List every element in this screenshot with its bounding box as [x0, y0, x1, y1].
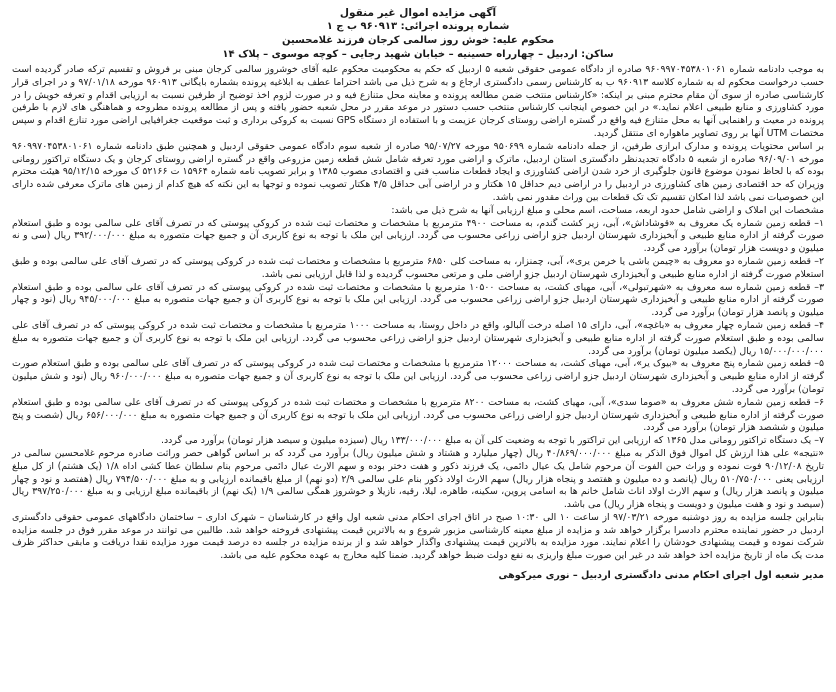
paragraph-tractor: ۷– یک دستگاه تراکتور رومانی مدل ۱۳۶۵ که ارزیابی این تراکتور با توجه به وضعیت کلی آن به مبلغ ۱۳۳/۰۰۰/۰۰۰ ریال (سیزده میلیون و سیصد هزار تومان) برآورد می گردد.	[161, 435, 824, 447]
paragraph-intro: به موجب دادنامه شماره ۹۶۰۹۹۷۰۴۵۳۸۰۱۰۶۱ صادره از دادگاه عمومی حقوقی شعبه ۵ اردبیل که حکم به محکومیت محکوم علیه آقای خوشروز سالمی کرجان مبنی بر فروش و تقسیم ترکه صادر گردیده است حسب درخواست محکوم له به شماره کلاسه ۹۶۰۹۱۳ ب به کارشناس رسمی دادگستری ارجاع و به شرح ذیل می باشد احتراما عطف به ابلاغیه پرونده بشماره بایگانی ۹۶۰۹۱۳ مورخه ۹۷/۰۱/۱۸ و در اجرای قرار کارشناسی صادره از سوی آن مقام محترم مبنی بر اینکه: «کارشناس منتخب ضمن مطالعه پرونده و معاینه محل متنازع فیه و در صورت لزوم اخذ توضیح از طرفین نسبت به ارزیابی اقدام و تعرفه خویش را در مورد کشاورزی و منابع طبیعی اعلام نماید.» در این خصوص اینجانب کارشناس منتخب حسب دستور در موعد مقرر در محل شعبه حضور یافته و پس از مطالعه پرونده مطروحه و هماهنگی های لازم با طرفین پرونده در معیت و راهنمایی آنها به محل متنازع فیه واقع در گستره اراضی روستای کرجان عزیمت و با استفاده از دستگاه GPS نسبت به کروکی برداری و ثبت موقعیت جغرافیایی اراضی مورد تنازع اقدام و سپس مختصات UTM آنها بر روی تصاویر ماهواره ای منتقل گردید.	[12, 64, 825, 139]
notice-body	[12, 64, 824, 563]
paragraph-parcel-2: ۲– قطعه زمین شماره دو معروف به «چیمن باشی یا خرمن یری»، آبی، چمنزار، به مساحت کلی ۶۸۵۰ مترمربع با مشخصات و مختصات ثبت شده در کروکی پیوستی که در تصرف آقای علی سالمی بوده و طبق استعلام صورت گرفته از اداره منابع طبیعی و آبخیزداری شهرستان اردبیل جزو اراضی ملی و مرتعی محسوب گردیده و لذا قابل ارزیابی نمی باشد.	[12, 255, 824, 280]
paragraph-parcel-1: ۱– قطعه زمین شماره یک معروف به «قوشاداش»، آبی، زیر کشت گندم، به مساحت ۴۹۰۰ مترمربع با مشخصات و مختصات ثبت شده در کروکی پیوستی که در تصرف آقای علی سالمی بوده و طبق استعلام صورت گرفته از اداره منابع طبیعی و آبخیزداری شهرستان اردبیل جزو اراضی زراعی محسوب می گردد. ارزیابی این ملک با توجه به نوع کاربری آن و جمیع جهات متصوره به مبلغ ۳۹۲/۰۰۰/۰۰۰ ریال (سی و نه میلیون و دویست هزار تومان) برآورد می گردد.	[12, 217, 825, 255]
paragraph-parcel-3: ۳– قطعه زمین شماره سه معروف به «شهرتبولی»، آبی، مهیای کشت، به مساحت ۱۰۵۰۰ مترمربع با مشخصات و مختصات ثبت شده در کروکی پیوستی که در تصرف آقای علی سالمی بوده و طبق استعلام صورت گرفته از اداره منابع طبیعی و آبخیزداری شهرستان اردبیل جزو اراضی زراعی محسوب می گردد. ارزیابی این ملک با توجه به نوع کاربری آن و جمیع جهات متصوره به مبلغ ۹۴۵/۰۰۰/۰۰۰ ریال (نود و چهار میلیون و پانصد هزار تومان) برآورد می گردد.	[12, 281, 824, 319]
notice-title: آگهی مزایده اموال غیر منقول	[339, 7, 497, 19]
paragraph-parcel-5: ۵– قطعه زمین شماره پنج معروف به «بیوک یر»، آبی، مهیای کشت، به مساحت ۱۲۰۰۰ مترمربع با مشخصات و مختصات ثبت شده در کروکی پیوستی که در تصرف آقای علی سالمی بوده و طبق استعلام صورت گرفته از اداره منابع طبیعی و آبخیزداری شهرستان اردبیل جزو اراضی زراعی محسوب می گردد. ارزیابی این ملک با توجه به نوع کاربری آن و جمیع جهات متصوره به مبلغ ۹۶۰/۰۰۰/۰۰۰ ریال (نود و شش میلیون تومان) برآورد می گردد.	[12, 358, 824, 395]
notice-header	[12, 6, 824, 62]
paragraph-auction-session: بنابراین جلسه مزایده به روز دوشنبه مورخه ۹۷/۰۳/۲۱ از ساعت ۱۰ الی ۱۰:۳۰ صبح در اتاق اجرای احکام مدنی شعبه اول واقع در کارشناسان – شهرک اداری – ساختمان دادگاههای عمومی حقوقی دادگستری اردبیل در حضور نماینده محترم دادسرا برگزار خواهد شد و مزایده از مبلغ معینه کارشناسی مزبور شروع و به بالاترین قیمت پیشنهادی فروخته خواهد شد. طالبین می توانند در موعد مقرر فوق در جلسه مزایده شرکت نموده و قیمت پیشنهادی خودشان را اعلام نمایند. مورد مزایده به بالاترین قیمت پیشنهادی واگذار خواهد شد و از برنده مزایده در جلسه ده درصد قیمت مورد مزایده نقدا دریافت و مابقی حداکثر ظرف مدت یک ماه از تاریخ مزایده اخذ خواهد شد در غیر این صورت مبلغ واریزی به نفع دولت ضبط خواهد گردید. ضمنا کلیه مخارج به عهده محکوم علیه می باشد.	[12, 511, 824, 562]
signature-line: مدیر شعبه اول اجرای احکام مدنی دادگستری اردبیل – نوری میرکوهی	[498, 570, 824, 582]
paragraph-result: «نتیجه» علی هذا ارزش کل اموال فوق الذکر به مبلغ ۴۰/۸۶۹/۰۰۰/۰۰۰ ریال (چهار میلیارد و هشتاد و شش میلیون ریال) برآورد می گردد که بر اساس گواهی حصر وراثت صادره مرحوم غلامحسین سالمی در تاریخ ۹۰/۱۲/۰۸ فوت نموده و وراث حین الفوت آن مرحوم شامل یک عیال دائمی، یک فرزند ذکور و هفت دختر بوده و سهم الارث عیال دائمی مرحوم بنام سلطان عطا کشی اداه ۱/۸ (یک هشتم) از کل مبلغ ارزیابی یعنی ۵۱۰/۷۵۰/۰۰۰ ریال (پانصد و ده میلیون و هفتصد و پنجاه هزار ریال) سهم الارث اولاد ذکور بنام علی سالمی ۲/۹ (دو نهم) از مبلغ باقیمانده ارزیابی و به مبلغ ۷۹۴/۵۰۰/۰۰۰ ریال (هفتصد و نود و چهار میلیون و پانصد هزار ریال) و سهم الارث اولاد اناث شامل خانم ها به اسامی پروین، سکینه، طاهره، لیلا، رقیه، نازیلا و خوشروز همگی سالمی ۱/۹ (یک نهم) از باقیمانده مبلغ ارزیابی و به مبلغ ۳۹۷/۲۵۰/۰۰۰ ریال (سیصد و نود و هفت میلیون و دویست و پنجاه هزار ریال) می باشد.	[12, 447, 825, 511]
paragraph-parcel-6: ۶– قطعه زمین شماره شش معروف به «صوما سدی»، آبی، مهیای کشت، به مساحت ۸۲۰۰ مترمربع با مشخصات و مختصات ثبت شده در کروکی پیوستی که در تصرف آقای علی سالمی بوده و طبق استعلام صورت گرفته از اداره منابع طبیعی و آبخیزداری شهرستان اردبیل جزو اراضی زراعی محسوب می گردد. ارزیابی این ملک با توجه به نوع کاربری آن و جمیع جهات متصوره به مبلغ ۶۵۶/۰۰۰/۰۰۰ ریال (شصت و پنج میلیون و ششصد هزار تومان) برآورد می گردد.	[12, 396, 824, 434]
paragraph-specs-intro: مشخصات این املاک و اراضی شامل حدود اربعه، مساحت، اسم محلی و مبلغ ارزیابی آنها به شرح ذیل می باشد:	[391, 204, 824, 216]
paragraph-parcel-4: ۴– قطعه زمین شماره چهار معروف به «باغچه»، آبی، دارای ۱۵ اصله درخت آلبالو، واقع در داخل روستا، به مساحت ۱۰۰۰ مترمربع با مشخصات و مختصات ثبت شده در کروکی پیوستی که در تصرف آقای علی سالمی بوده و طبق استعلام صورت گرفته از اداره منابع طبیعی و آبخیزداری شهرستان اردبیل جزو اراضی زراعی محسوب می گردد. ارزیابی این ملک با توجه به نوع کاربری آن و جمیع جهات متصوره به مبلغ ۱۵/۰۰۰/۰۰۰/۰۰۰ ریال (یکصد میلیون تومان) برآورد می گردد.	[12, 319, 824, 357]
case-number: شماره پرونده اجرائی: ۹۶۰۹۱۳ ب ج ۱	[326, 21, 510, 32]
paragraph-documents: بر اساس محتویات پرونده و مدارک ابرازی طرفین، از جمله دادنامه شماره ۹۵۰۶۹۹ مورخه ۹۵/۰۷/۲۷ صادره از شعبه سوم دادگاه عمومی حقوقی اردبیل و همچنین طبق دادنامه شماره ۹۶۰۹۹۷۰۴۵۳۸۰۱۰۶۱ مورخه ۹۶/۰۹/۰۱ صادره از شعبه ۵ دادگاه تجدیدنظر دادگستری استان اردبیل، ماترک و اراضی مورد تعرفه شامل شش قطعه زمین مزروعی واقع در گستره اراضی روستای کرجان و یک دستگاه تراکتور رومانی بوده که با لحاظ نمودن موضوع قانون جلوگیری از خرد شدن اراضی کشاورزی و ایجاد قطعات مناسب فنی و اقتصادی مصوب ۱۳۸۵ و برابر تصویب نامه شماره ۱۵۹۶۴ ت ۵۲۱۶۶ ک مورخه ۹۵/۱۲/۱۵ هیئت محترم وزیران که حد اقتصادی زمین های کشاورزی در اردبیل را در اراضی دیم حداقل ۱۵ هکتار و در اراضی آبی حداقل ۴/۵ هکتار تصویب نموده و توجها به این نکته که هیچ کدام از زمین های ماترک معرفی شده دارای این خصوصیات نمی باشد لذا امکان تقسیم تک تک قطعات بین وراث مقدور نمی باشد.	[12, 140, 824, 203]
defendant-name: محکوم علیه: خوش روز سالمی کرجان فرزند غلامحسین	[281, 35, 555, 46]
defendant-address: ساکن: اردبیل – چهارراه حسینیه – خیابان شهید رجایی – کوچه موسوی – پلاک ۱۴	[222, 49, 614, 60]
